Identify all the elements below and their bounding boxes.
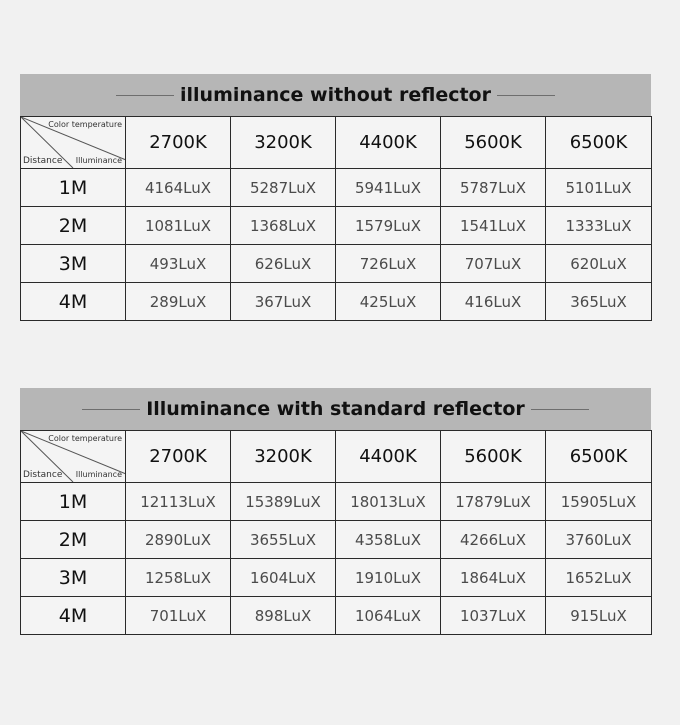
table-cell: 416LuX [441,283,546,321]
table-cell: 726LuX [336,245,441,283]
table-cell: 289LuX [126,283,231,321]
table-title: Illuminance with standard reflector [146,398,525,420]
table-cell: 1368LuX [231,207,336,245]
table-cell: 18013LuX [336,483,441,521]
illuminance-table [20,116,652,321]
title-rule-left [116,95,174,96]
table-cell: 1579LuX [336,207,441,245]
table-cell: 1037LuX [441,597,546,635]
row-header-distance: 2M [21,207,126,245]
table-cell: 3760LuX [546,521,652,559]
table-cell: 915LuX [546,597,652,635]
title-rule-left [82,409,140,410]
table-row [21,559,652,597]
column-header: 4400K [336,431,441,483]
column-header: 3200K [231,431,336,483]
row-header-distance: 4M [21,597,126,635]
table-title-banner [20,74,651,116]
row-header-distance: 3M [21,245,126,283]
table-cell: 1333LuX [546,207,652,245]
table-cell: 5101LuX [546,169,652,207]
table-cell: 15905LuX [546,483,652,521]
row-header-distance: 1M [21,483,126,521]
corner-label-distance: Distance [23,156,63,166]
row-header-distance: 3M [21,559,126,597]
header-row [21,117,652,169]
corner-label-distance: Distance [23,470,63,480]
table-cell: 620LuX [546,245,652,283]
table-row [21,483,652,521]
illuminance-table-with-standard-reflector [20,388,651,635]
table-cell: 1604LuX [231,559,336,597]
column-header: 5600K [441,117,546,169]
table-cell: 17879LuX [441,483,546,521]
table-cell: 1652LuX [546,559,652,597]
row-header-distance: 2M [21,521,126,559]
table-cell: 367LuX [231,283,336,321]
title-rule-right [497,95,555,96]
corner-label-color-temperature: Color temperature [48,434,122,443]
table-cell: 425LuX [336,283,441,321]
table-row [21,245,652,283]
table-cell: 1064LuX [336,597,441,635]
table-cell: 701LuX [126,597,231,635]
table-cell: 4164LuX [126,169,231,207]
table-title: illuminance without reflector [180,84,491,106]
row-header-distance: 4M [21,283,126,321]
table-cell: 4358LuX [336,521,441,559]
table-title-banner [20,388,651,430]
table-row [21,283,652,321]
table-cell: 5941LuX [336,169,441,207]
table-cell: 707LuX [441,245,546,283]
illuminance-table [20,430,652,635]
table-cell: 493LuX [126,245,231,283]
illuminance-table-without-reflector [20,74,651,321]
corner-label-illuminance: Illuminance [75,470,122,479]
table-cell: 365LuX [546,283,652,321]
corner-label-illuminance: Illuminance [75,156,122,165]
table-cell: 15389LuX [231,483,336,521]
column-header: 6500K [546,117,652,169]
title-rule-right [531,409,589,410]
table-cell: 1864LuX [441,559,546,597]
corner-header-cell [21,431,126,483]
table-cell: 5787LuX [441,169,546,207]
column-header: 5600K [441,431,546,483]
corner-label-color-temperature: Color temperature [48,120,122,129]
table-cell: 898LuX [231,597,336,635]
table-row [21,521,652,559]
column-header: 3200K [231,117,336,169]
column-header: 6500K [546,431,652,483]
column-header: 4400K [336,117,441,169]
table-cell: 5287LuX [231,169,336,207]
header-row [21,431,652,483]
table-cell: 4266LuX [441,521,546,559]
table-cell: 1541LuX [441,207,546,245]
table-cell: 2890LuX [126,521,231,559]
table-cell: 3655LuX [231,521,336,559]
table-cell: 12113LuX [126,483,231,521]
table-row [21,597,652,635]
table-row [21,169,652,207]
table-row [21,207,652,245]
column-header: 2700K [126,431,231,483]
table-cell: 1910LuX [336,559,441,597]
table-cell: 1081LuX [126,207,231,245]
table-cell: 626LuX [231,245,336,283]
row-header-distance: 1M [21,169,126,207]
column-header: 2700K [126,117,231,169]
corner-header-cell [21,117,126,169]
table-cell: 1258LuX [126,559,231,597]
